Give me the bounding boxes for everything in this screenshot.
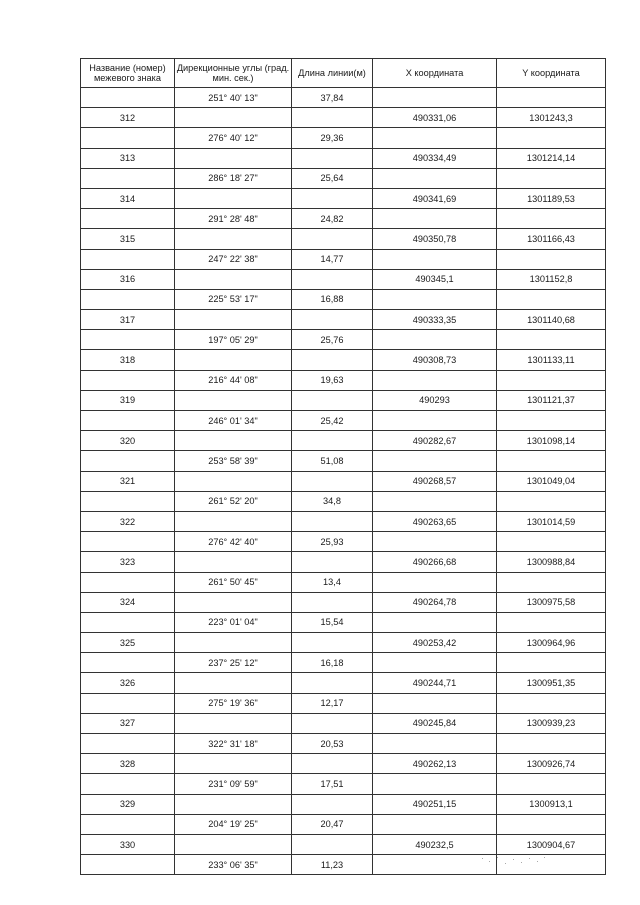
cell-line-length: 25,76 — [292, 330, 373, 350]
cell-x-coordinate — [373, 330, 497, 350]
table-row — [81, 330, 606, 350]
cell-line-length: 17,51 — [292, 774, 373, 794]
cell-y-coordinate: 1301098,14 — [497, 431, 606, 451]
table-row — [81, 411, 606, 431]
table-row — [81, 249, 606, 269]
cell-x-coordinate — [373, 774, 497, 794]
cell-line-length — [292, 511, 373, 531]
cell-x-coordinate: 490232,5 — [373, 834, 497, 854]
cell-directional-angle: 225° 53' 17" — [175, 289, 292, 309]
cell-mark-name: 313 — [81, 148, 175, 168]
cell-line-length: 11,23 — [292, 855, 373, 875]
cell-x-coordinate — [373, 128, 497, 148]
cell-y-coordinate: 1301014,59 — [497, 511, 606, 531]
cell-line-length — [292, 350, 373, 370]
cell-y-coordinate: 1300939,23 — [497, 713, 606, 733]
scan-specks — [480, 855, 550, 869]
cell-mark-name — [81, 128, 175, 148]
cell-y-coordinate: 1300904,67 — [497, 834, 606, 854]
header-mark-name: Название (номер) межевого знака — [81, 59, 175, 88]
cell-y-coordinate — [497, 774, 606, 794]
cell-directional-angle — [175, 390, 292, 410]
cell-line-length: 25,93 — [292, 532, 373, 552]
cell-mark-name: 316 — [81, 269, 175, 289]
cell-y-coordinate: 1300964,96 — [497, 633, 606, 653]
cell-directional-angle: 246° 01' 34" — [175, 411, 292, 431]
cell-mark-name: 329 — [81, 794, 175, 814]
cell-directional-angle: 197° 05' 29" — [175, 330, 292, 350]
cell-line-length: 16,18 — [292, 653, 373, 673]
table-row — [81, 693, 606, 713]
table-row — [81, 471, 606, 491]
cell-directional-angle — [175, 673, 292, 693]
cell-y-coordinate — [497, 411, 606, 431]
cell-line-length: 24,82 — [292, 209, 373, 229]
cell-line-length — [292, 713, 373, 733]
cell-mark-name — [81, 411, 175, 431]
cell-mark-name: 312 — [81, 108, 175, 128]
cell-y-coordinate: 1300988,84 — [497, 552, 606, 572]
cell-y-coordinate: 1301166,43 — [497, 229, 606, 249]
cell-mark-name — [81, 855, 175, 875]
cell-directional-angle: 247° 22' 38" — [175, 249, 292, 269]
cell-directional-angle — [175, 310, 292, 330]
cell-directional-angle — [175, 148, 292, 168]
cell-directional-angle: 237° 25' 12" — [175, 653, 292, 673]
cell-mark-name: 326 — [81, 673, 175, 693]
cell-directional-angle: 276° 40' 12" — [175, 128, 292, 148]
table-row — [81, 794, 606, 814]
cell-y-coordinate: 1300951,35 — [497, 673, 606, 693]
cell-directional-angle: 291° 28' 48" — [175, 209, 292, 229]
cell-y-coordinate: 1301140,68 — [497, 310, 606, 330]
cell-x-coordinate — [373, 612, 497, 632]
cell-x-coordinate — [373, 168, 497, 188]
cell-y-coordinate: 1301133,11 — [497, 350, 606, 370]
table-row — [81, 128, 606, 148]
table-row — [81, 834, 606, 854]
cell-directional-angle: 322° 31' 18" — [175, 734, 292, 754]
cell-mark-name: 321 — [81, 471, 175, 491]
cell-mark-name: 320 — [81, 431, 175, 451]
table-row — [81, 673, 606, 693]
cell-mark-name — [81, 653, 175, 673]
cell-line-length: 15,54 — [292, 612, 373, 632]
table-row — [81, 653, 606, 673]
cell-y-coordinate — [497, 532, 606, 552]
cell-line-length — [292, 633, 373, 653]
cell-mark-name — [81, 814, 175, 834]
cell-y-coordinate — [497, 653, 606, 673]
table-row — [81, 713, 606, 733]
cell-mark-name — [81, 168, 175, 188]
cell-directional-angle — [175, 431, 292, 451]
cell-x-coordinate: 490293 — [373, 390, 497, 410]
cell-mark-name — [81, 491, 175, 511]
cell-x-coordinate — [373, 855, 497, 875]
cell-x-coordinate — [373, 249, 497, 269]
table-row — [81, 148, 606, 168]
cell-y-coordinate: 1301049,04 — [497, 471, 606, 491]
cell-y-coordinate — [497, 693, 606, 713]
cell-x-coordinate — [373, 209, 497, 229]
cell-x-coordinate: 490244,71 — [373, 673, 497, 693]
cell-y-coordinate: 1301121,37 — [497, 390, 606, 410]
cell-y-coordinate — [497, 289, 606, 309]
cell-line-length — [292, 269, 373, 289]
cell-x-coordinate: 490251,15 — [373, 794, 497, 814]
table-header-row — [81, 59, 606, 88]
cell-line-length: 19,63 — [292, 370, 373, 390]
cell-x-coordinate: 490334,49 — [373, 148, 497, 168]
cell-mark-name — [81, 774, 175, 794]
cell-mark-name: 315 — [81, 229, 175, 249]
cell-directional-angle — [175, 108, 292, 128]
cell-y-coordinate — [497, 572, 606, 592]
cell-directional-angle — [175, 350, 292, 370]
table-row — [81, 88, 606, 108]
cell-line-length — [292, 754, 373, 774]
cell-x-coordinate: 490268,57 — [373, 471, 497, 491]
cell-mark-name — [81, 370, 175, 390]
cell-y-coordinate — [497, 209, 606, 229]
cell-mark-name — [81, 330, 175, 350]
cell-mark-name — [81, 88, 175, 108]
cell-line-length — [292, 188, 373, 208]
table-row — [81, 390, 606, 410]
cell-y-coordinate — [497, 491, 606, 511]
header-y-coordinate: Y координата — [497, 59, 606, 88]
cell-mark-name — [81, 289, 175, 309]
cell-y-coordinate — [497, 612, 606, 632]
cell-directional-angle — [175, 229, 292, 249]
cell-line-length: 20,47 — [292, 814, 373, 834]
table-row — [81, 511, 606, 531]
cell-mark-name — [81, 693, 175, 713]
cell-y-coordinate — [497, 330, 606, 350]
cell-line-length — [292, 592, 373, 612]
cell-line-length — [292, 310, 373, 330]
cell-x-coordinate: 490266,68 — [373, 552, 497, 572]
table-row — [81, 108, 606, 128]
cell-x-coordinate: 490345,1 — [373, 269, 497, 289]
cell-mark-name: 327 — [81, 713, 175, 733]
cell-directional-angle — [175, 754, 292, 774]
cell-mark-name — [81, 249, 175, 269]
cell-line-length — [292, 229, 373, 249]
cell-x-coordinate: 490253,42 — [373, 633, 497, 653]
cell-directional-angle: 286° 18' 27" — [175, 168, 292, 188]
table-row — [81, 229, 606, 249]
cell-x-coordinate — [373, 653, 497, 673]
cell-mark-name: 323 — [81, 552, 175, 572]
table-body — [81, 88, 606, 875]
table-row — [81, 814, 606, 834]
cell-line-length — [292, 673, 373, 693]
cell-directional-angle: 233° 06' 35" — [175, 855, 292, 875]
cell-directional-angle: 223° 01' 04" — [175, 612, 292, 632]
cell-x-coordinate: 490264,78 — [373, 592, 497, 612]
cell-y-coordinate: 1301189,53 — [497, 188, 606, 208]
cell-x-coordinate — [373, 734, 497, 754]
header-line-length: Длина линии(м) — [292, 59, 373, 88]
table-row — [81, 734, 606, 754]
cell-x-coordinate: 490333,35 — [373, 310, 497, 330]
cell-line-length — [292, 148, 373, 168]
cell-directional-angle: 251° 40' 13" — [175, 88, 292, 108]
cell-mark-name: 322 — [81, 511, 175, 531]
cell-y-coordinate — [497, 814, 606, 834]
cell-x-coordinate: 490341,69 — [373, 188, 497, 208]
cell-directional-angle: 261° 52' 20" — [175, 491, 292, 511]
table-row — [81, 350, 606, 370]
coordinates-table — [80, 58, 606, 875]
cell-directional-angle — [175, 592, 292, 612]
cell-directional-angle — [175, 552, 292, 572]
cell-mark-name — [81, 734, 175, 754]
table-row — [81, 310, 606, 330]
cell-x-coordinate: 490350,78 — [373, 229, 497, 249]
cell-directional-angle: 231° 09' 59" — [175, 774, 292, 794]
table-row — [81, 532, 606, 552]
cell-mark-name: 317 — [81, 310, 175, 330]
cell-mark-name — [81, 612, 175, 632]
cell-x-coordinate: 490263,65 — [373, 511, 497, 531]
cell-mark-name — [81, 209, 175, 229]
cell-line-length: 51,08 — [292, 451, 373, 471]
table-row — [81, 289, 606, 309]
cell-x-coordinate — [373, 411, 497, 431]
cell-y-coordinate: 1300913,1 — [497, 794, 606, 814]
cell-x-coordinate: 490308,73 — [373, 350, 497, 370]
cell-mark-name: 330 — [81, 834, 175, 854]
cell-line-length — [292, 552, 373, 572]
cell-line-length: 16,88 — [292, 289, 373, 309]
cell-y-coordinate: 1300975,58 — [497, 592, 606, 612]
cell-x-coordinate — [373, 370, 497, 390]
table-row — [81, 491, 606, 511]
cell-y-coordinate — [497, 168, 606, 188]
header-x-coordinate: X координата — [373, 59, 497, 88]
cell-x-coordinate: 490245,84 — [373, 713, 497, 733]
cell-y-coordinate — [497, 734, 606, 754]
table-row — [81, 188, 606, 208]
boundary-marks-sheet — [80, 58, 605, 875]
cell-directional-angle: 216° 44' 08" — [175, 370, 292, 390]
cell-x-coordinate — [373, 532, 497, 552]
cell-x-coordinate — [373, 88, 497, 108]
cell-x-coordinate: 490282,67 — [373, 431, 497, 451]
table-row — [81, 572, 606, 592]
cell-directional-angle — [175, 713, 292, 733]
cell-line-length — [292, 390, 373, 410]
cell-mark-name: 328 — [81, 754, 175, 774]
cell-directional-angle — [175, 633, 292, 653]
cell-y-coordinate: 1301152,8 — [497, 269, 606, 289]
cell-mark-name: 324 — [81, 592, 175, 612]
cell-y-coordinate — [497, 370, 606, 390]
cell-x-coordinate — [373, 491, 497, 511]
header-directional-angle: Дирекционные углы (град. мин. сек.) — [175, 59, 292, 88]
table-row — [81, 612, 606, 632]
cell-x-coordinate — [373, 693, 497, 713]
cell-y-coordinate — [497, 249, 606, 269]
cell-directional-angle — [175, 471, 292, 491]
cell-x-coordinate: 490262,13 — [373, 754, 497, 774]
cell-directional-angle — [175, 269, 292, 289]
cell-mark-name: 319 — [81, 390, 175, 410]
cell-line-length: 13,4 — [292, 572, 373, 592]
cell-x-coordinate — [373, 814, 497, 834]
table-row — [81, 431, 606, 451]
cell-directional-angle — [175, 511, 292, 531]
cell-line-length: 12,17 — [292, 693, 373, 713]
cell-line-length — [292, 431, 373, 451]
cell-line-length — [292, 471, 373, 491]
cell-y-coordinate: 1301214,14 — [497, 148, 606, 168]
cell-directional-angle — [175, 188, 292, 208]
cell-line-length: 37,84 — [292, 88, 373, 108]
cell-line-length — [292, 794, 373, 814]
cell-line-length: 34,8 — [292, 491, 373, 511]
cell-line-length: 25,42 — [292, 411, 373, 431]
cell-mark-name — [81, 572, 175, 592]
table-row — [81, 552, 606, 572]
cell-directional-angle — [175, 794, 292, 814]
cell-line-length — [292, 834, 373, 854]
table-row — [81, 774, 606, 794]
table-row — [81, 633, 606, 653]
cell-mark-name: 325 — [81, 633, 175, 653]
cell-x-coordinate — [373, 572, 497, 592]
cell-mark-name — [81, 532, 175, 552]
cell-line-length: 20,53 — [292, 734, 373, 754]
cell-x-coordinate — [373, 289, 497, 309]
cell-mark-name: 314 — [81, 188, 175, 208]
cell-mark-name — [81, 451, 175, 471]
cell-directional-angle: 275° 19' 36" — [175, 693, 292, 713]
table-row — [81, 592, 606, 612]
cell-y-coordinate: 1300926,74 — [497, 754, 606, 774]
cell-line-length: 29,36 — [292, 128, 373, 148]
cell-y-coordinate — [497, 128, 606, 148]
cell-directional-angle: 204° 19' 25" — [175, 814, 292, 834]
cell-line-length: 25,64 — [292, 168, 373, 188]
table-row — [81, 370, 606, 390]
cell-line-length: 14,77 — [292, 249, 373, 269]
cell-x-coordinate: 490331,06 — [373, 108, 497, 128]
cell-y-coordinate: 1301243,3 — [497, 108, 606, 128]
cell-line-length — [292, 108, 373, 128]
cell-x-coordinate — [373, 451, 497, 471]
cell-mark-name: 318 — [81, 350, 175, 370]
cell-directional-angle — [175, 834, 292, 854]
cell-y-coordinate — [497, 451, 606, 471]
cell-directional-angle: 261° 50' 45" — [175, 572, 292, 592]
cell-directional-angle: 276° 42' 40" — [175, 532, 292, 552]
table-row — [81, 269, 606, 289]
table-row — [81, 754, 606, 774]
cell-directional-angle: 253° 58' 39" — [175, 451, 292, 471]
table-row — [81, 209, 606, 229]
table-row — [81, 168, 606, 188]
cell-y-coordinate — [497, 88, 606, 108]
table-row — [81, 451, 606, 471]
